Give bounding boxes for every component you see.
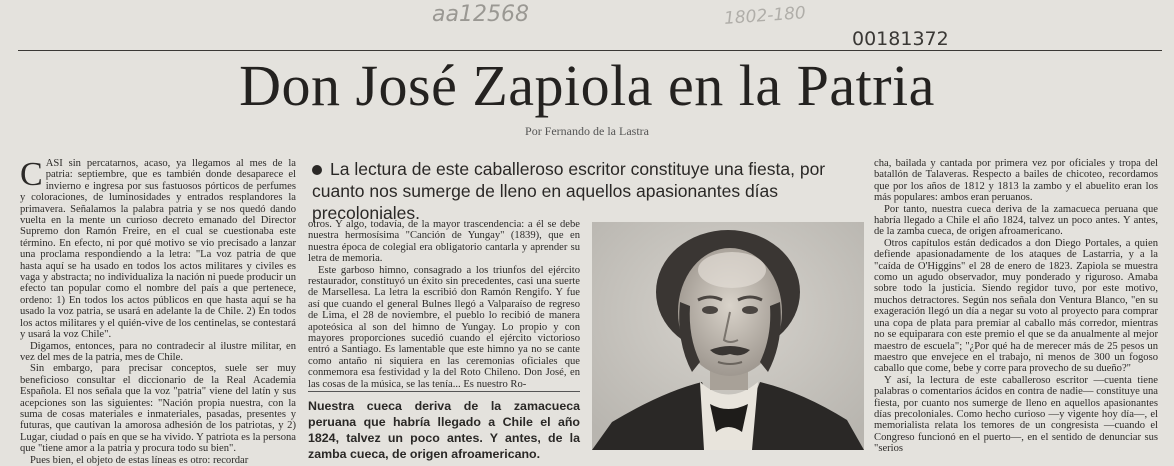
paragraph: otros. Y algo, todavía, de la mayor trascendencia: a él se debe nuestra hermosísima "Canción de Yungay" (1839), que en nuestra época de colegial era obligatorio cantarla y aprender su letra de memoria. xyxy=(308,219,580,265)
paragraph: Por tanto, nuestra cueca deriva de la zamacueca peruana que habría llegado a Chile el año 1824, talvez un poco antes. Y antes, de la zamba cueca, de origen afroamericano. xyxy=(874,203,1158,238)
byline: Por Fernando de la Lastra xyxy=(525,124,649,138)
column-divider xyxy=(308,391,580,392)
paragraph: Sin embargo, para precisar conceptos, suele ser muy beneficioso consultar el diccionario de la Real Academia Española. El nos señala que la voz "patria" viene del latín y sus acepciones son las siguientes: "Nación propia nuestra, con la suma de cosas materiales e inmateriales, pasadas, presentes y futuras, que cautivan la amorosa adhesión de los patriotas, y 2) Lugar, ciudad o país en que se ha vivido. Y patriota es la persona que "tiene amor a la patria y procura todo su bien". xyxy=(20,363,296,455)
paragraph: Y así, la lectura de este caballeroso escritor —cuenta tiene palabras o comentarios ácidos en contra de nadie— constituye una fiesta, por cuanto nos sumerge de lleno en aquellos apasionantes días precoloniales. Como hecho curioso —y vigente hoy día—, el memorialista relata los temores de un congresista —cuando el Congreso funcionó en el puerto—, en el sentido de denunciar sus "serios xyxy=(874,374,1158,455)
portrait-illustration xyxy=(592,222,864,450)
archive-annotation: 00181372 xyxy=(852,28,949,50)
drop-cap: C xyxy=(20,156,43,193)
bullet-icon xyxy=(312,165,322,175)
article-column-2 xyxy=(308,219,580,389)
portrait-photo xyxy=(592,222,864,450)
paragraph: Otros capítulos están dedicados a don Diego Portales, a quien defiende apasionadamente de los ataques de Lastarria, y a la "caída de O'Higgins" el 28 de enero de 1823. Zapiola se muestra como un agudo observador, muy ponderado y riguroso. Amaba sobre todo la justicia. Siendo regidor tuvo, por este motivo, muchos detractores. Según nos señala don Ventura Blanco, "en su exageración llegó un día a negar su voto al proyecto para comprar una copa de plata para premiar al caballo más corredor, mientras no se equiparara con este premio el que se da anualmente al mejor maestro de escuela"; "¿Por qué ha de merecer más de 25 pesos un maestro que envejece en el trabajo, ni menos de 300 un fogoso caballo que come, bebe y corre para provecho de su dueño?" xyxy=(874,237,1158,375)
paragraph: Este garboso himno, consagrado a los triunfos del ejército restaurador, constituyó un éxito sin precedentes, casi una suerte de Marsellesa. La letra la escribió don Ramón Rengifo. Y fue así que cuando el general Bulnes llegó a Valparaíso de regreso de Lima, el 28 de noviembre, el pueblo lo recibió de manera apoteósica al son del himno de Yungay. Lo propio y con mayores proporciones sucedió cuando el ejército victorioso entró a Santiago. Es lamentable que este himno ya no se cante como antaño ni siquiera en las ceremonias oficiales que conmemora esa festividad y la del Roto Chileno. Don José, en las cosas de la música, se las tenía... Es nuestro Ro- xyxy=(308,264,580,390)
headline: Don José Zapiola en la Patria xyxy=(239,53,935,118)
archive-annotation: 1802-180 xyxy=(723,3,807,29)
paragraph: Pues bien, el objeto de estas líneas es otro: recordar xyxy=(30,454,249,466)
article-column-3 xyxy=(874,158,1158,455)
bold-excerpt: Nuestra cueca deriva de la zamacueca peruana que habría llegado a Chile el año 1824, talvez un poco antes. Y antes, de la zamba cueca, de origen afroamericano. xyxy=(308,399,580,461)
paragraph: cha, bailada y cantada por primera vez por oficiales y tropa del batallón de Talaveras. Respecto a bailes de chicoteo, recordamos que por los años de 1812 y 1813 la zambo y el abuelito eran los más populares: ambos eran peruanos. xyxy=(874,158,1158,204)
pull-quote-text: La lectura de este caballeroso escritor constituye una fiesta, por cuanto nos sumerge de lleno en aquellos apasionantes días precoloniales. xyxy=(312,159,826,223)
archive-annotation: aa12568 xyxy=(432,2,529,27)
header-rule xyxy=(18,50,1162,51)
paragraph: ASI sin percatarnos, acaso, ya llegamos al mes de la patria: septiembre, que es también donde desaparece el invierno e ingresa por sus fastuosos pórticos de perfumes y coloraciones, de luminosidades y entrados resplandores la primavera. Señalamos la palabra patria y se nos quedó dando vuelta en la mente un curioso decreto emanado del Director Supremo don Ramón Freire, en el cual se cuestionaba este término. En efecto, ni por qué motivo se vio precisado a lanzar una proclama respondiendo a la letra: "La voz patria de que hasta aquí se ha usado en todos los actos militares y civiles es vaga y abstracta; no individualiza la nación ni puede producir un efecto tan popular como el nombre del país a que pertenece, ordeno: 1) En todos los actos públicos en que hasta aquí se ha usado la voz patria, se usará en adelante la de Chile. 2) En todos los actos militares y el quién-vive de los centinelas, se contestará y usará la voz Chile". xyxy=(20,158,296,341)
article-column-1 xyxy=(20,156,296,466)
paragraph: Digamos, entonces, para no contradecir al ilustre militar, en vez del mes de la patria, mes de Chile. xyxy=(20,340,296,363)
pull-quote xyxy=(312,158,864,224)
